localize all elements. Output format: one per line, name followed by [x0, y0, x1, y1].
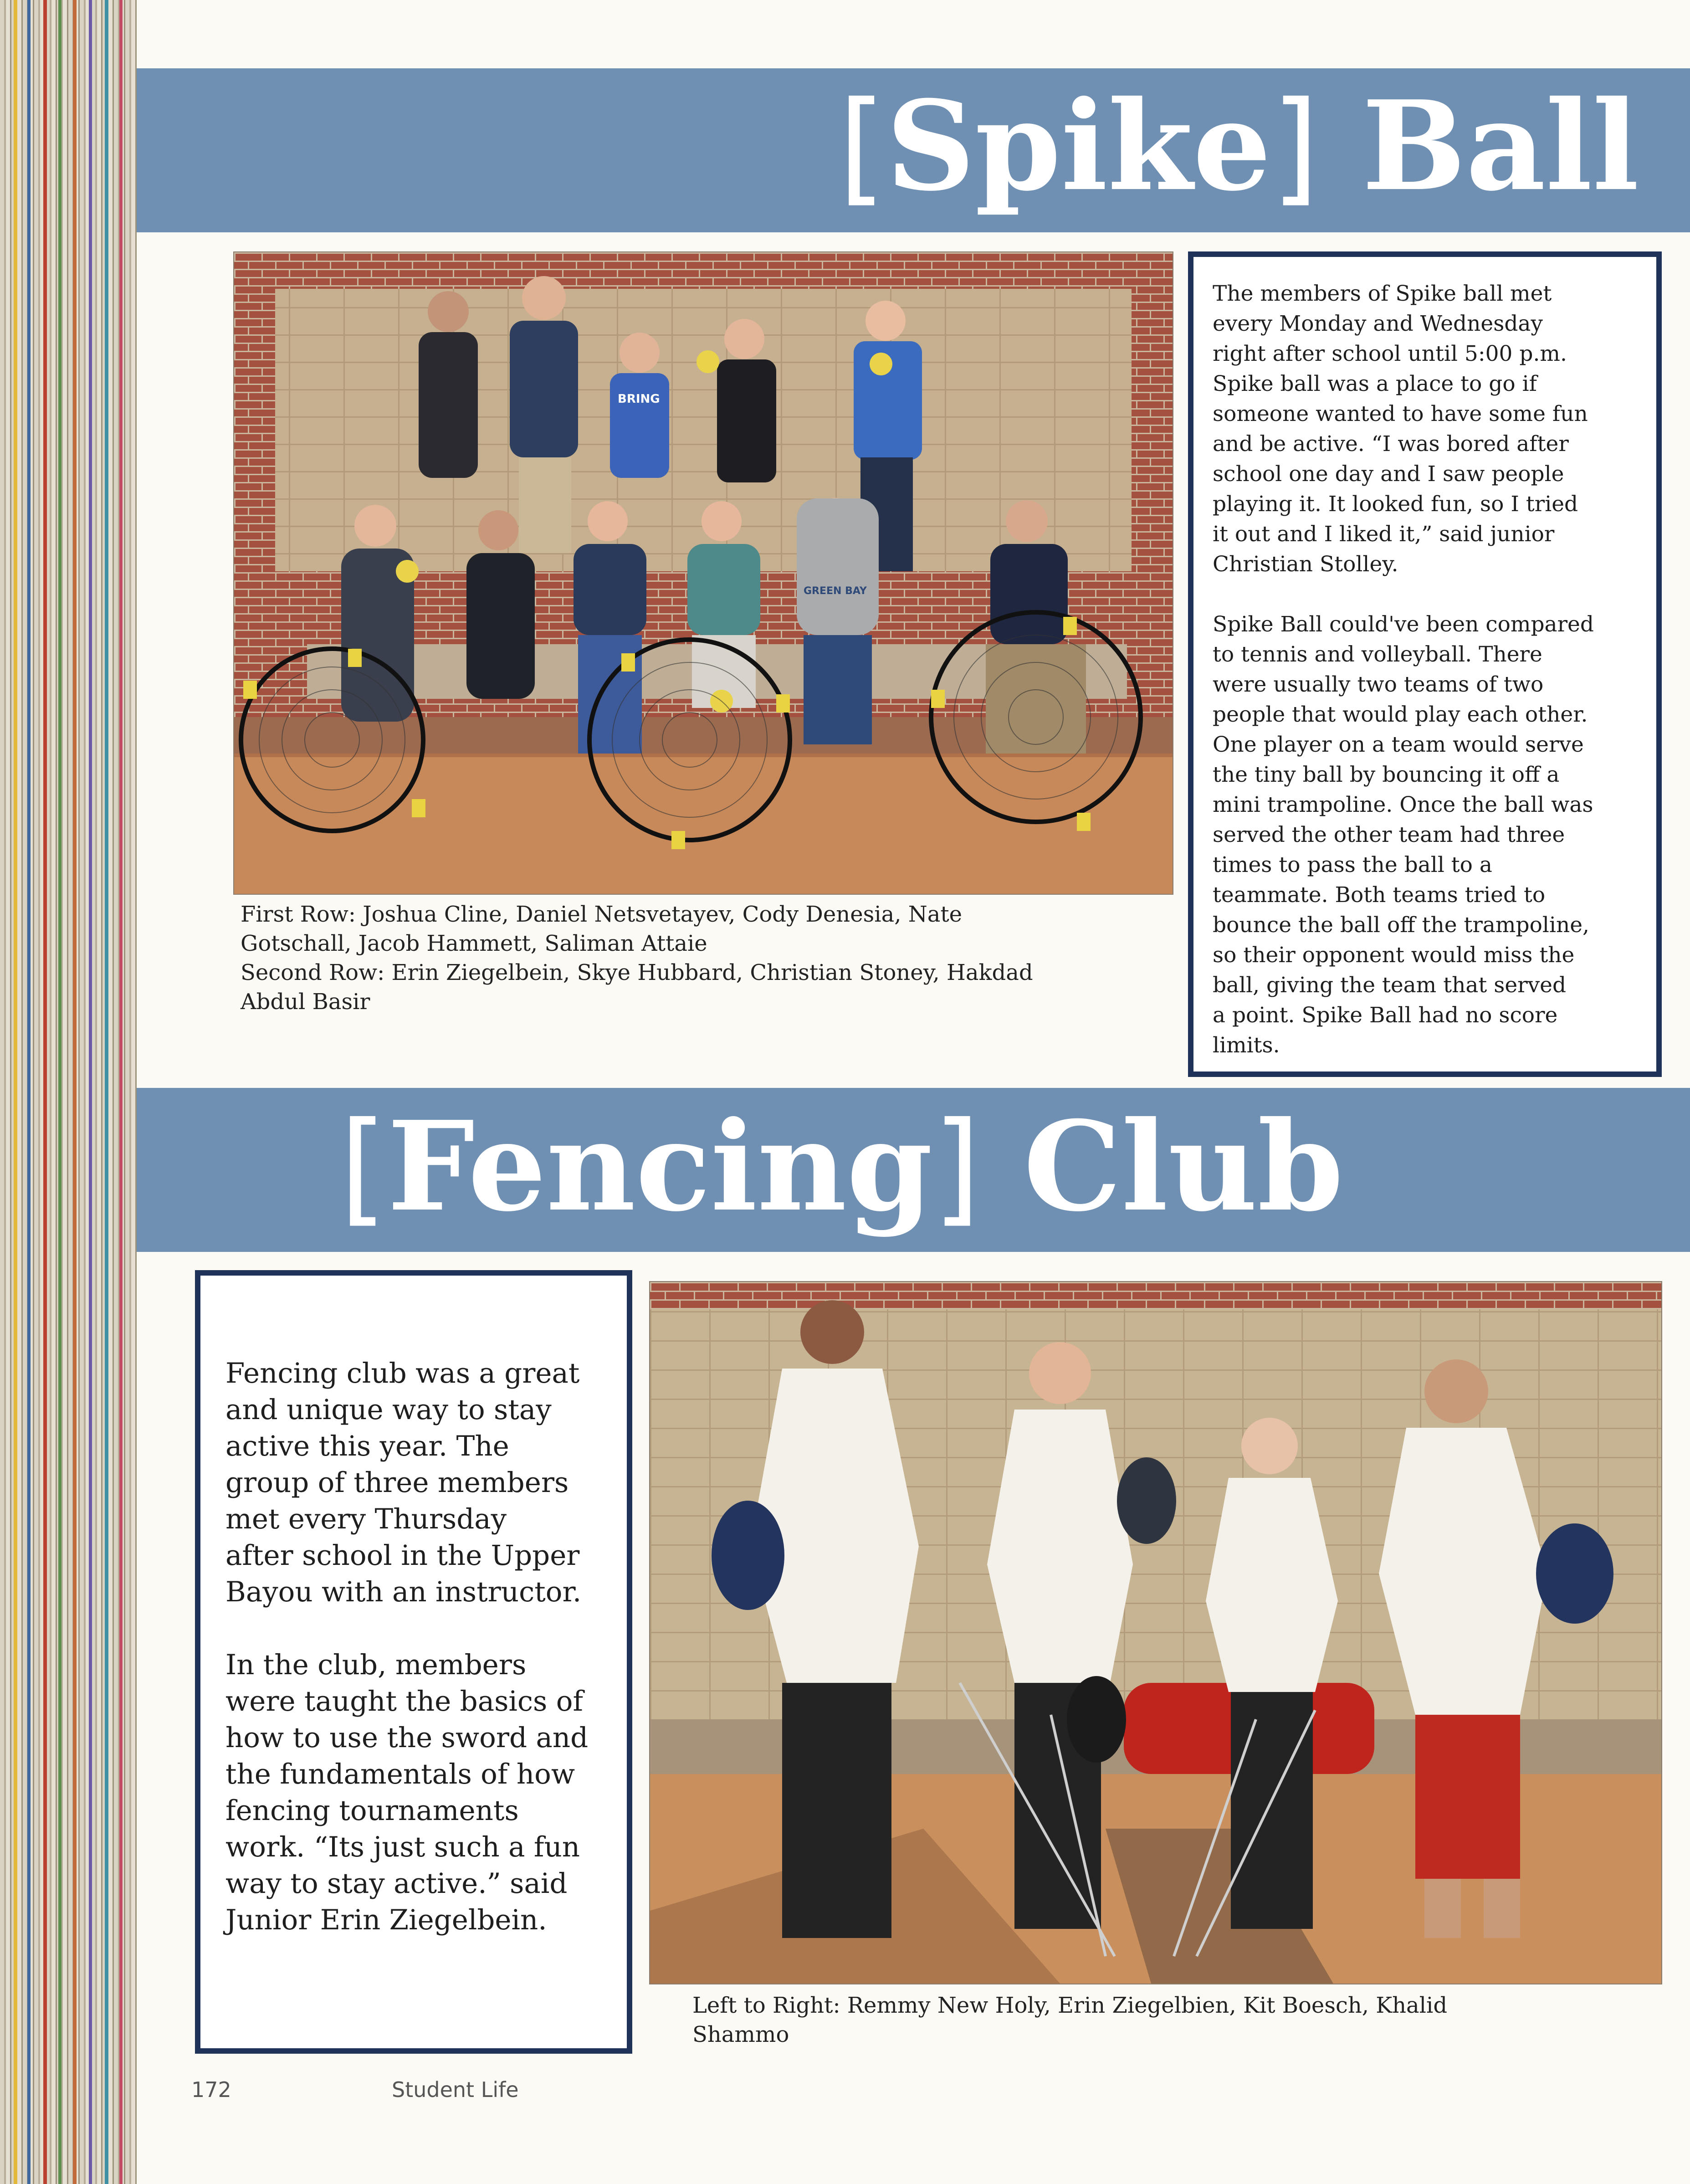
section-label: Student Life — [392, 2077, 519, 2102]
spike-ball-text-box — [1188, 251, 1662, 1077]
spike-ball-paragraph-1: The members of Spike ball met every Monday and Wednesday right after school until 5:00 p.m. Spike ball was a place to go if someone wanted to have some fun and be active. “I was bored after school one day and I saw people playing it. It looked fun, so I tried it out and I liked it,” said junior Christian Stolley. — [1213, 281, 1588, 577]
edge-stripe — [73, 0, 77, 2184]
page-number: 172 — [191, 2077, 231, 2102]
edge-stripe — [14, 0, 17, 2184]
spike-ball-caption: First Row: Joshua Cline, Daniel Netsvetayev, Cody Denesia, Nate Gotschall, Jacob Hammett, Saliman Attaie Second Row: Erin Ziegelbein, Skye Hubbard, Christian Stoney, Hakdad Abdul Basir — [241, 902, 1033, 1015]
fencing-club-photo — [649, 1281, 1662, 1984]
fencing-paragraph-2: In the club, members were taught the basics of how to use the sword and the fundamentals of how fencing tournaments work. “Its just such a fun way to stay active.” said Junior Erin Ziegelbein. — [225, 1649, 589, 1936]
title-bracket-left: [ — [838, 75, 886, 218]
title-rest: Club — [1023, 1094, 1344, 1239]
sweatshirt-text: GREEN BAY — [804, 585, 867, 597]
title-word: Fencing — [387, 1094, 933, 1239]
fencing-paragraph-1: Fencing club was a great and unique way to stay active this year. The group of three members met every Thursday after school in the Upper Bayou with an instructor. — [225, 1357, 582, 1608]
spike-ball-team-photo — [233, 251, 1173, 895]
edge-stripe — [27, 0, 31, 2184]
edge-stripe — [105, 0, 108, 2184]
edge-stripe — [89, 0, 92, 2184]
edge-stripe — [58, 0, 61, 2184]
edge-stripe — [119, 0, 123, 2184]
spike-ball-title — [838, 73, 1639, 218]
edge-stripe — [43, 0, 47, 2184]
title-bracket-left: [ — [339, 1095, 388, 1239]
fencing-club-text-box — [195, 1270, 632, 2054]
title-bracket-right: ] — [1271, 75, 1319, 218]
title-word: Spike — [886, 73, 1271, 218]
fencing-club-caption: Left to Right: Remmy New Holy, Erin Ziegelbien, Kit Boesch, Khalid Shammo — [692, 1993, 1448, 2047]
title-rest: Ball — [1362, 73, 1639, 218]
spike-ball-paragraph-2: Spike Ball could've been compared to tennis and volleyball. There were usually two teams of two people that would play each other. One player on a team would serve the tiny ball by bouncing it off a mini trampoline. Once the ball was served the other team had three times to pass the ball to a teammate. Both teams tried to bounce the ball off the trampoline, so their opponent would miss the ball, giving the team that served a point. Spike Ball had no score limits. — [1213, 612, 1594, 1058]
shirt-text: BRING — [618, 392, 660, 406]
title-bracket-right: ] — [932, 1095, 981, 1239]
book-page-edges — [0, 0, 137, 2184]
fencing-club-title — [339, 1094, 1344, 1239]
